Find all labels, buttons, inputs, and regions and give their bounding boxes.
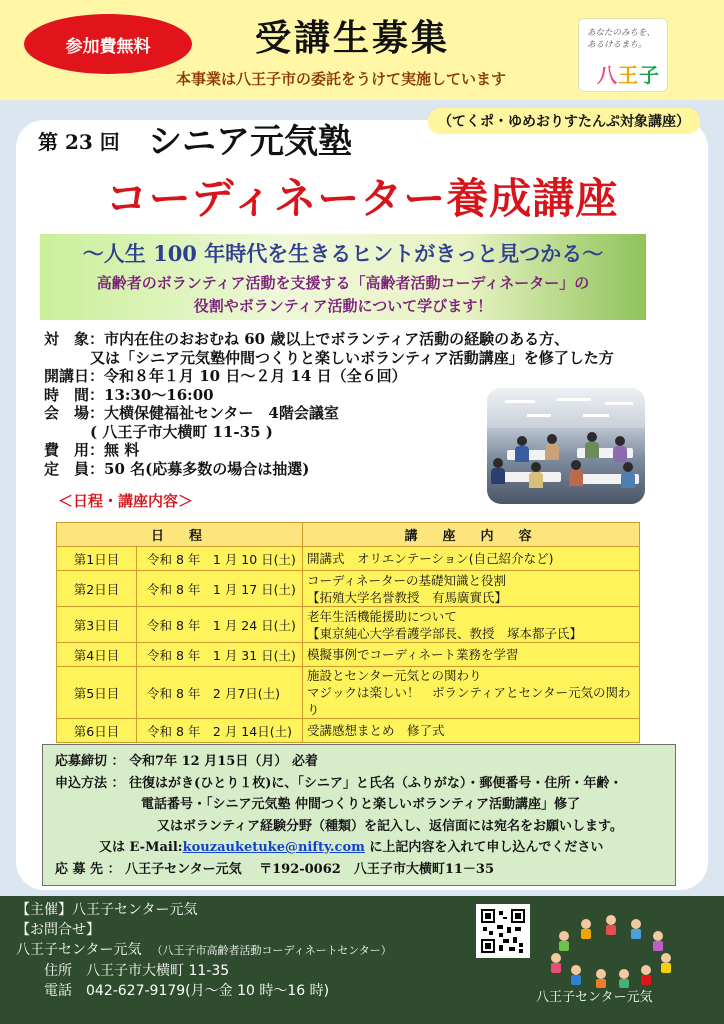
footer-org-name: 八王子センター元気	[536, 990, 653, 1005]
seminar-photo	[487, 388, 645, 504]
slogan: ～人生 100 年時代を生きるヒントがきっと見つかる～	[82, 241, 604, 266]
inquiry-label: 【お問合せ】	[16, 922, 100, 938]
detail-venue: 会 場： 大横保健福祉センター 4階会議室	[44, 404, 339, 422]
page-title: 受講生募集	[255, 17, 451, 59]
application-email-line: 又は E-Mail:kouzauketuke@nifty.com に上記内容を入れて申し込んでください	[99, 840, 604, 855]
detail-target-cont: 又は「シニア元気塾仲間つくりと楽しいボランティア活動講座」を修了した方	[90, 348, 614, 367]
header-band	[0, 0, 724, 100]
schedule-header-row	[57, 523, 640, 547]
people-circle-illustration	[546, 912, 676, 988]
session-date: 令和 8 年 2 月 14日(土)	[137, 719, 303, 743]
logo-name: 八王子	[597, 63, 660, 87]
session-number: 第5日目	[57, 667, 137, 719]
contact-name: 八王子センター元気 （八王子市高齢者活動コーディネートセンター）	[16, 942, 392, 958]
footer-contact	[16, 900, 392, 1001]
application-method: 申込方法 ： 往復はがき(ひとり１枚)に、「シニア」と氏名（ふりがな）・郵便番号・住所・年齢・	[55, 775, 623, 791]
schedule-heading: ＜日程・講座内容＞	[58, 492, 194, 510]
points-target-note: （てくポ・ゆめおりすたんぷ対象講座）	[428, 108, 700, 134]
schedule-date-header: 日 程	[57, 523, 303, 547]
detail-target: 対 象： 市内在住のおおむね 60 歳以上でボランティア活動の経験のある方、	[44, 330, 570, 348]
table-row	[57, 719, 640, 743]
slogan-banner	[40, 234, 646, 320]
hachioji-city-logo	[578, 18, 668, 92]
contact-phone: 電話 042-627-9179(月～金 10 時～16 時)	[44, 983, 330, 999]
application-method-cont: 電話番号・「シニア元気塾 仲間つくりと楽しいボランティア活動講座」修了	[141, 797, 580, 812]
detail-period: 開講日： 令和８年１月 10 日～２月 14 日（全６回）	[44, 367, 407, 385]
session-date: 令和 8 年 1 月 31 日(土)	[137, 643, 303, 667]
session-content: コーディネーターの基礎知識と役割 【拓殖大学名誉教授 有馬廣實氏】	[303, 571, 640, 607]
table-row	[57, 547, 640, 571]
organizer: 【主催】八王子センター元気	[16, 902, 198, 918]
detail-fee: 費 用： 無 料	[44, 441, 140, 459]
course-title: コーディネーター養成講座	[105, 174, 619, 223]
table-row	[57, 571, 640, 607]
session-content: 受講感想まとめ 修了式	[303, 719, 640, 743]
edition-number: 第 23 回	[38, 130, 120, 154]
table-row	[57, 643, 640, 667]
session-date: 令和 8 年 2 月7日(土)	[137, 667, 303, 719]
application-destination: 応 募 先 ： 八王子センター元気 〒192-0062 八王子市大横町11－35	[55, 861, 495, 877]
session-date: 令和 8 年 1 月 24 日(土)	[137, 607, 303, 643]
session-date: 令和 8 年 1 月 17 日(土)	[137, 571, 303, 607]
detail-capacity: 定 員： 50 名(応募多数の場合は抽選)	[44, 459, 310, 478]
session-content: 施設とセンター元気との関わり マジックは楽しい！ ボランティアとセンター元気の関わり	[303, 667, 640, 719]
session-number: 第4日目	[57, 643, 137, 667]
course-description: 高齢者のボランティア活動を支援する「高齢者活動コーディネーター」の 役割やボランティア活動について学びます！	[96, 274, 590, 315]
commission-note: 本事業は八王子市の委託をうけて実施しています	[176, 70, 507, 88]
email-link[interactable]: kouzauketuke@nifty.com	[182, 840, 365, 855]
detail-venue-address: ( 八王子市大横町 11-35 )	[90, 422, 273, 441]
application-box	[42, 744, 676, 886]
session-number: 第6日目	[57, 719, 137, 743]
table-row	[57, 607, 640, 643]
detail-time: 時 間： 13:30～16:00	[44, 385, 214, 404]
session-number: 第2日目	[57, 571, 137, 607]
school-name: シニア元気塾	[148, 122, 352, 162]
contact-address: 住所 八王子市大横町 11-35	[44, 963, 230, 979]
application-deadline: 応募締切 ： 令和7年 12 月15日（月） 必着	[55, 754, 318, 769]
logo-tagline: あなたのみちを、 あるけるまち。	[587, 28, 656, 50]
footer	[0, 896, 724, 1024]
free-participation-badge: 参加費無料	[24, 14, 192, 74]
session-content: 模擬事例でコーディネート業務を学習	[303, 643, 640, 667]
session-content: 開講式 オリエンテーション(自己紹介など)	[303, 547, 640, 571]
schedule-table	[56, 522, 640, 743]
session-number: 第1日目	[57, 547, 137, 571]
session-content: 老年生活機能援助について 【東京純心大学看護学部長、教授 塚本都子氏】	[303, 607, 640, 643]
session-date: 令和 8 年 1 月 10 日(土)	[137, 547, 303, 571]
table-row	[57, 667, 640, 719]
session-number: 第3日目	[57, 607, 137, 643]
schedule-content-header: 講 座 内 容	[303, 523, 640, 547]
qr-code[interactable]	[476, 904, 530, 958]
application-method-cont2: 又はボランティア経験分野（種類）を記入し、返信面には宛名をお願いします。	[157, 818, 623, 834]
